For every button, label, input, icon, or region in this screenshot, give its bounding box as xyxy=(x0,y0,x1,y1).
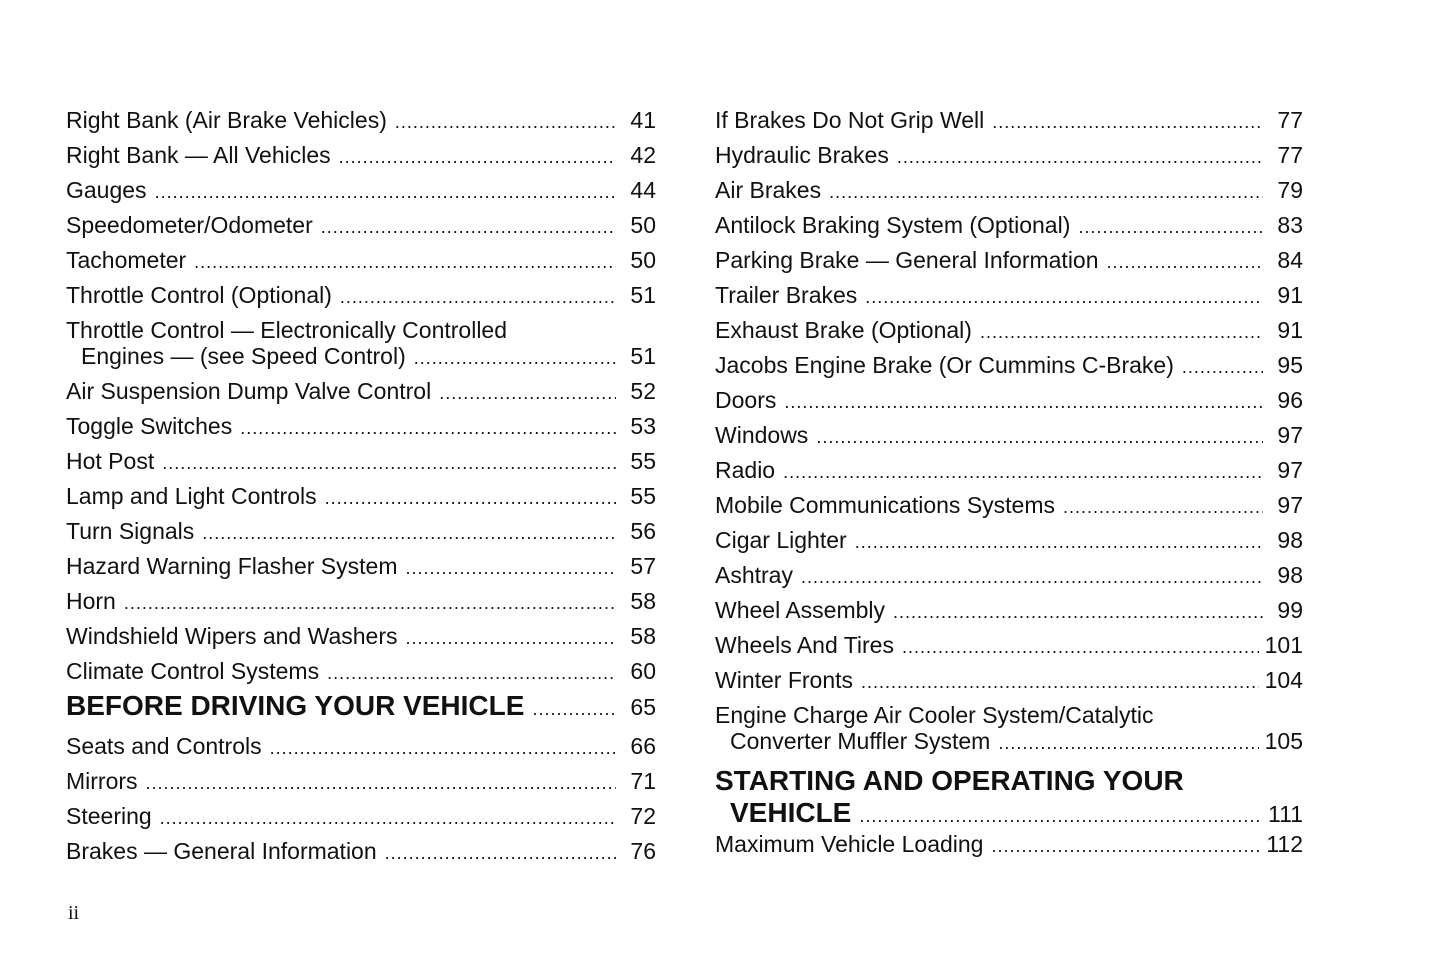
toc-entry-title: Parking Brake — General Information xyxy=(715,247,1099,273)
toc-entry-page: 91 xyxy=(1277,282,1303,308)
toc-entry[interactable] xyxy=(66,584,656,619)
toc-entry-page: 98 xyxy=(1277,527,1303,553)
dot-leader xyxy=(1063,494,1263,520)
toc-right-column xyxy=(715,103,1303,862)
toc-entry[interactable] xyxy=(715,138,1303,173)
toc-section-heading[interactable] xyxy=(66,689,656,729)
dot-leader xyxy=(902,634,1259,660)
dot-leader xyxy=(1182,354,1263,380)
toc-entry-title: Brakes — General Information xyxy=(66,838,377,864)
toc-entry-page: 60 xyxy=(630,658,656,684)
toc-entry[interactable] xyxy=(66,514,656,549)
toc-entry[interactable] xyxy=(715,628,1303,663)
page-number: ii xyxy=(68,902,80,924)
toc-entry[interactable] xyxy=(715,663,1303,698)
dot-leader xyxy=(240,415,616,441)
toc-entry-title: Mobile Communications Systems xyxy=(715,492,1056,518)
dot-leader xyxy=(325,485,616,511)
toc-entry-page: 65 xyxy=(630,694,656,720)
toc-entry-title: Wheel Assembly xyxy=(715,597,886,623)
toc-entry[interactable] xyxy=(715,103,1303,138)
dot-leader xyxy=(991,833,1260,859)
toc-entry[interactable] xyxy=(715,243,1303,278)
toc-entry[interactable] xyxy=(66,444,656,479)
toc-entry-page: 58 xyxy=(630,623,656,649)
toc-entry[interactable] xyxy=(715,208,1303,243)
toc-entry-title: Wheels And Tires xyxy=(715,632,894,658)
toc-entry-page: 50 xyxy=(630,247,656,273)
toc-entry-page: 50 xyxy=(630,212,656,238)
toc-entry-title: Air Suspension Dump Valve Control xyxy=(66,378,432,404)
toc-entry-page: 77 xyxy=(1277,107,1303,133)
toc-entry[interactable] xyxy=(715,313,1303,348)
toc-entry-title: Tachometer xyxy=(66,247,187,273)
dot-leader xyxy=(395,109,616,135)
toc-entry-title: Hydraulic Brakes xyxy=(715,142,889,168)
dot-leader xyxy=(859,800,1262,832)
toc-entry[interactable] xyxy=(66,243,656,278)
dot-leader xyxy=(998,730,1258,756)
dot-leader xyxy=(414,345,616,371)
toc-entry-title: Cigar Lighter xyxy=(715,527,847,553)
toc-section-heading[interactable] xyxy=(715,759,1303,827)
toc-entry-page: 98 xyxy=(1277,562,1303,588)
toc-entry[interactable] xyxy=(715,593,1303,628)
dot-leader xyxy=(340,284,616,310)
toc-entry-title: Exhaust Brake (Optional) xyxy=(715,317,972,343)
toc-entry-title: Maximum Vehicle Loading xyxy=(715,831,984,857)
dot-leader xyxy=(980,319,1263,345)
toc-entry[interactable] xyxy=(66,208,656,243)
toc-entry-page: 83 xyxy=(1277,212,1303,238)
toc-entry[interactable] xyxy=(66,374,656,409)
toc-entry-page: 51 xyxy=(630,282,656,308)
toc-left-column xyxy=(66,103,656,869)
toc-entry-page: 55 xyxy=(630,483,656,509)
toc-entry[interactable] xyxy=(66,409,656,444)
toc-entry-page: 58 xyxy=(630,588,656,614)
toc-entry[interactable] xyxy=(715,383,1303,418)
toc-entry[interactable] xyxy=(66,834,656,869)
dot-leader xyxy=(406,625,617,651)
toc-entry-title-line1: Throttle Control — Electronically Controlled xyxy=(66,317,508,343)
toc-entry[interactable] xyxy=(715,523,1303,558)
toc-entry-title-line1: Engine Charge Air Cooler System/Catalytic xyxy=(715,702,1154,728)
toc-entry-page: 99 xyxy=(1277,597,1303,623)
toc-entry-page: 91 xyxy=(1277,317,1303,343)
toc-section-line2 xyxy=(715,797,1303,832)
toc-entry-title: Turn Signals xyxy=(66,518,195,544)
toc-entry-title-line2: Engines — (see Speed Control) xyxy=(81,343,406,369)
toc-entry-page: 111 xyxy=(1268,801,1303,827)
toc-entry[interactable] xyxy=(66,173,656,208)
toc-entry-page: 56 xyxy=(630,518,656,544)
dot-leader xyxy=(155,179,616,205)
dot-leader xyxy=(992,109,1263,135)
toc-entry-page: 41 xyxy=(630,107,656,133)
toc-entry-page: 97 xyxy=(1277,457,1303,483)
dot-leader xyxy=(783,459,1263,485)
toc-entry[interactable] xyxy=(66,799,656,834)
toc-entry[interactable] xyxy=(66,313,656,374)
toc-entry-title: If Brakes Do Not Grip Well xyxy=(715,107,985,133)
toc-entry-title: Horn xyxy=(66,588,116,614)
dot-leader xyxy=(321,214,616,240)
toc-entry-line2 xyxy=(715,728,1303,756)
toc-entry-page: 95 xyxy=(1277,352,1303,378)
toc-entry-title: Hot Post xyxy=(66,448,155,474)
toc-entry-title: Gauges xyxy=(66,177,147,203)
toc-entry[interactable] xyxy=(66,103,656,138)
dot-leader xyxy=(270,735,616,761)
dot-leader xyxy=(865,284,1263,310)
toc-entry-page: 57 xyxy=(630,553,656,579)
dot-leader xyxy=(784,389,1263,415)
toc-entry-title: Winter Fronts xyxy=(715,667,854,693)
dot-leader xyxy=(124,590,616,616)
toc-entry[interactable] xyxy=(715,418,1303,453)
toc-entry[interactable] xyxy=(66,619,656,654)
toc-entry[interactable] xyxy=(66,729,656,764)
dot-leader xyxy=(1107,249,1263,275)
toc-entry-title: Mirrors xyxy=(66,768,138,794)
toc-entry-title: Radio xyxy=(715,457,776,483)
dot-leader xyxy=(339,144,616,170)
toc-entry-page: 52 xyxy=(630,378,656,404)
toc-section-title-line2: VEHICLE xyxy=(730,797,852,828)
toc-entry-page: 77 xyxy=(1277,142,1303,168)
toc-entry[interactable] xyxy=(715,173,1303,208)
toc-entry-page: 66 xyxy=(630,733,656,759)
toc-entry-title: Right Bank (Air Brake Vehicles) xyxy=(66,107,387,133)
toc-entry[interactable] xyxy=(66,549,656,584)
toc-entry-title: Steering xyxy=(66,803,152,829)
dot-leader xyxy=(202,520,616,546)
toc-entry[interactable] xyxy=(66,479,656,514)
toc-entry-page: 97 xyxy=(1277,492,1303,518)
dot-leader xyxy=(327,660,616,686)
toc-entry-title: Lamp and Light Controls xyxy=(66,483,317,509)
toc-entry-title: Speedometer/Odometer xyxy=(66,212,313,238)
toc-entry[interactable] xyxy=(66,278,656,313)
toc-entry-title: Ashtray xyxy=(715,562,793,588)
dot-leader xyxy=(439,380,616,406)
toc-entry-line2 xyxy=(66,343,656,371)
toc-entry-page: 71 xyxy=(630,768,656,794)
toc-entry[interactable] xyxy=(715,488,1303,523)
toc-entry-title: Climate Control Systems xyxy=(66,658,320,684)
dot-leader xyxy=(162,450,616,476)
toc-entry[interactable] xyxy=(715,348,1303,383)
toc-section-title-line1: STARTING AND OPERATING YOUR xyxy=(715,765,1184,796)
toc-entry-page: 101 xyxy=(1264,632,1303,658)
toc-entry-page: 105 xyxy=(1264,728,1303,754)
toc-entry-page: 51 xyxy=(630,343,656,369)
toc-entry-title: Doors xyxy=(715,387,777,413)
toc-entry-page: 44 xyxy=(630,177,656,203)
dot-leader xyxy=(893,599,1263,625)
dot-leader xyxy=(897,144,1263,170)
toc-entry-page: 72 xyxy=(630,803,656,829)
toc-entry[interactable] xyxy=(715,278,1303,313)
toc-entry-page: 76 xyxy=(630,838,656,864)
toc-entry-title: Windshield Wipers and Washers xyxy=(66,623,398,649)
toc-entry-title: Throttle Control (Optional) xyxy=(66,282,332,308)
toc-entry-title: Hazard Warning Flasher System xyxy=(66,553,398,579)
dot-leader xyxy=(160,805,616,831)
toc-entry-title: Seats and Controls xyxy=(66,733,262,759)
toc-entry-title: Right Bank — All Vehicles xyxy=(66,142,331,168)
toc-entry-title: Toggle Switches xyxy=(66,413,233,439)
toc-entry-title: Windows xyxy=(715,422,809,448)
toc-entry[interactable] xyxy=(715,453,1303,488)
dot-leader xyxy=(194,249,616,275)
toc-entry-page: 42 xyxy=(630,142,656,168)
toc-entry-page: 55 xyxy=(630,448,656,474)
toc-entry-page: 97 xyxy=(1277,422,1303,448)
dot-leader xyxy=(829,179,1263,205)
toc-entry-page: 112 xyxy=(1266,831,1303,857)
toc-entry-page: 84 xyxy=(1277,247,1303,273)
dot-leader xyxy=(532,696,616,722)
dot-leader xyxy=(385,840,616,866)
toc-entry[interactable] xyxy=(715,558,1303,593)
toc-entry-page: 79 xyxy=(1277,177,1303,203)
dot-leader xyxy=(801,564,1263,590)
toc-entry-title-line2: Converter Muffler System xyxy=(730,728,991,754)
toc-entry-title: Air Brakes xyxy=(715,177,822,203)
toc-entry-page: 104 xyxy=(1264,667,1303,693)
toc-entry-title: Jacobs Engine Brake (Or Cummins C-Brake) xyxy=(715,352,1174,378)
dot-leader xyxy=(855,529,1263,555)
toc-entry[interactable] xyxy=(66,138,656,173)
dot-leader xyxy=(1078,214,1263,240)
dot-leader xyxy=(405,555,616,581)
toc-entry[interactable] xyxy=(66,654,656,689)
toc-entry[interactable] xyxy=(715,698,1303,759)
toc-section-title: BEFORE DRIVING YOUR VEHICLE xyxy=(66,690,525,721)
toc-entry-page: 96 xyxy=(1277,387,1303,413)
toc-entry-title: Trailer Brakes xyxy=(715,282,858,308)
toc-entry[interactable] xyxy=(66,764,656,799)
toc-entry-page: 53 xyxy=(630,413,656,439)
toc-entry-title: Antilock Braking System (Optional) xyxy=(715,212,1071,238)
dot-leader xyxy=(861,669,1259,695)
dot-leader xyxy=(146,770,616,796)
dot-leader xyxy=(816,424,1263,450)
toc-entry[interactable] xyxy=(715,827,1303,862)
